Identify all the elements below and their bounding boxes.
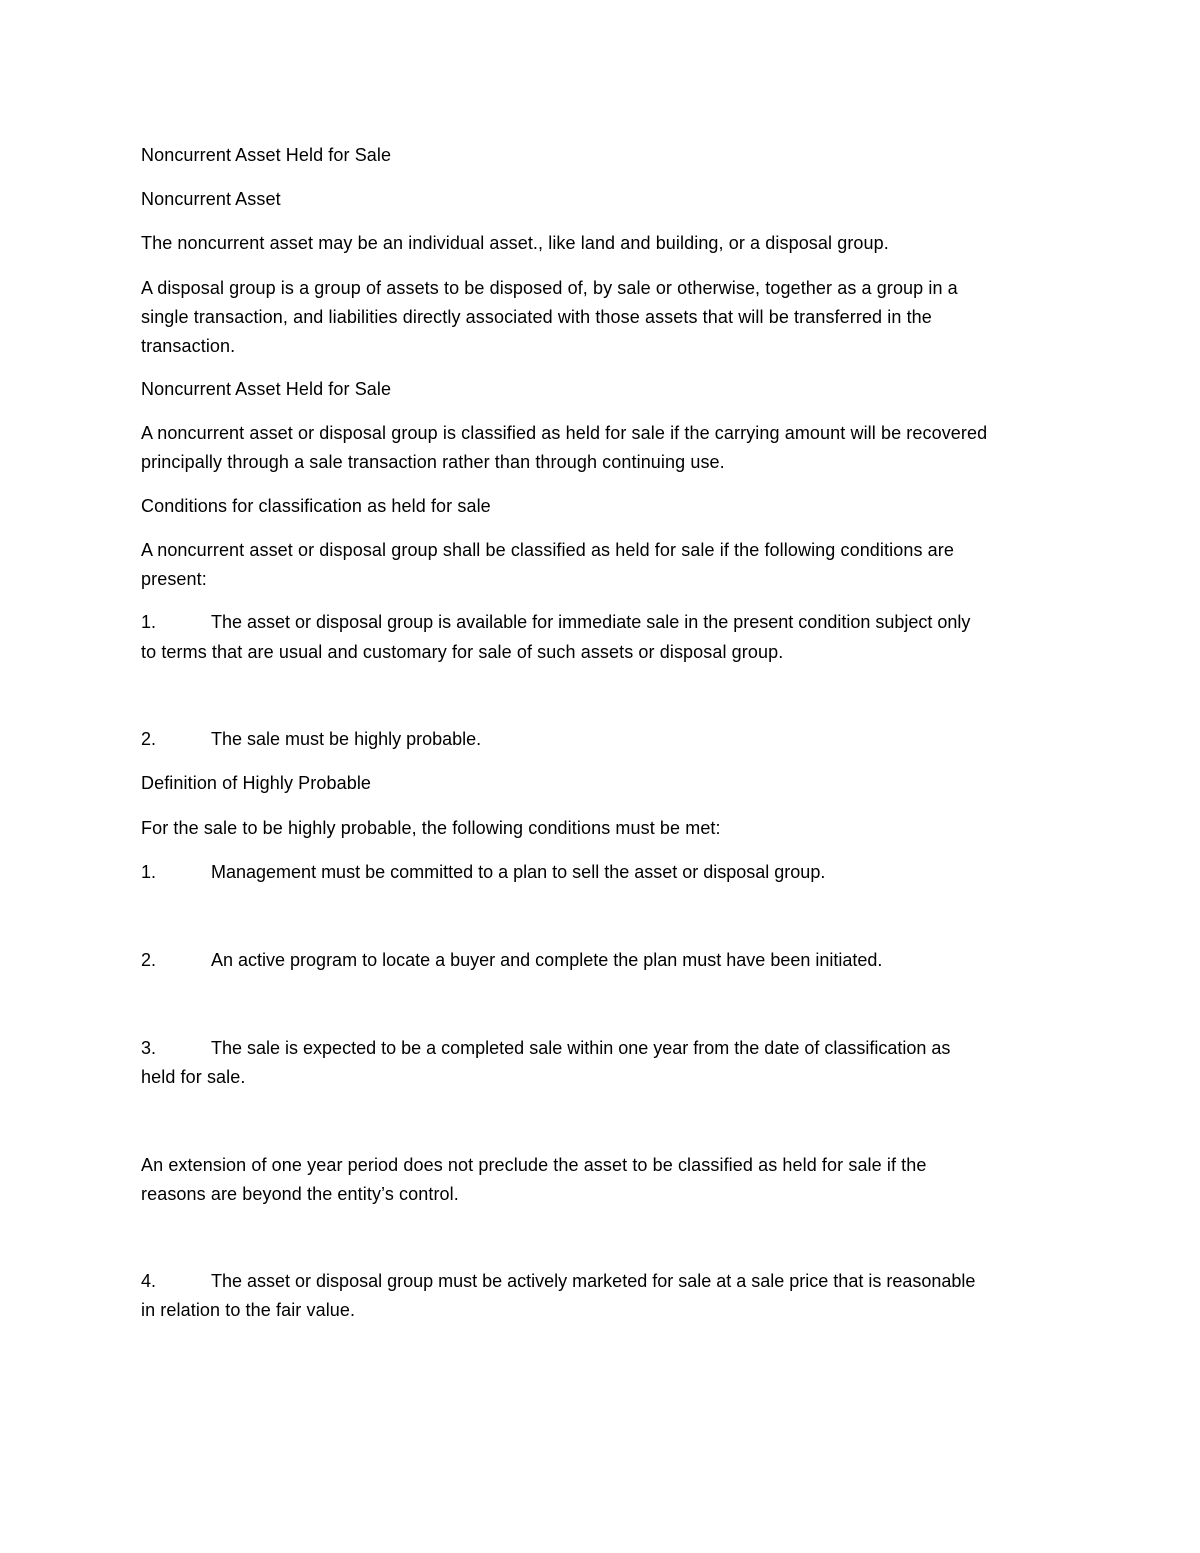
paragraph-individual-asset: The noncurrent asset may be an individual asset., like land and building, or a disposal group.: [141, 233, 889, 253]
list-text: The sale must be highly probable.: [211, 729, 482, 749]
list-text: Management must be committed to a plan to sell the asset or disposal group.: [211, 862, 826, 882]
condition-item-1-continuation: to terms that are usual and customary for sale of such assets or disposal group.: [141, 642, 784, 662]
item-4-continuation: in relation to the fair value.: [141, 1300, 356, 1320]
list-text: An active program to locate a buyer and complete the plan must have been initiated.: [211, 950, 883, 970]
probable-item-2: [141, 946, 882, 975]
paragraph-extension-line-1: An extension of one year period does not preclude the asset to be classified as held for sale if the: [141, 1155, 927, 1175]
probable-item-3: [141, 1034, 950, 1063]
condition-item-2: [141, 725, 481, 754]
paragraph-classified-line-2: principally through a sale transaction rather than through continuing use.: [141, 452, 725, 472]
paragraph-conditions-line-1: A noncurrent asset or disposal group shall be classified as held for sale if the following conditions are: [141, 540, 954, 560]
paragraph-highly-probable: For the sale to be highly probable, the following conditions must be met:: [141, 818, 721, 838]
list-number: 4.: [141, 1271, 157, 1291]
paragraph-conditions-line-2: present:: [141, 569, 207, 589]
paragraph-extension-line-2: reasons are beyond the entity’s control.: [141, 1184, 459, 1204]
paragraph-disposal-group-line-1: A disposal group is a group of assets to be disposed of, by sale or otherwise, together as a group in a: [141, 278, 958, 298]
list-text: The asset or disposal group must be actively marketed for sale at a sale price that is reasonable: [211, 1271, 976, 1291]
item-4: [141, 1267, 975, 1296]
heading-noncurrent-asset: Noncurrent Asset: [141, 189, 281, 209]
list-number: 1.: [141, 612, 157, 632]
list-text: The asset or disposal group is available for immediate sale in the present condition subject only: [211, 612, 971, 632]
paragraph-classified-line-1: A noncurrent asset or disposal group is classified as held for sale if the carrying amount will be recovered: [141, 423, 988, 443]
paragraph-disposal-group-line-2: single transaction, and liabilities directly associated with those assets that will be transferred in the: [141, 307, 932, 327]
heading-highly-probable: Definition of Highly Probable: [141, 773, 372, 793]
condition-item-1: [141, 608, 970, 637]
heading-conditions: Conditions for classification as held for sale: [141, 496, 491, 516]
probable-item-3-continuation: held for sale.: [141, 1067, 246, 1087]
heading-held-for-sale: Noncurrent Asset Held for Sale: [141, 379, 392, 399]
list-number: 3.: [141, 1038, 157, 1058]
document-title: Noncurrent Asset Held for Sale: [141, 145, 392, 165]
probable-item-1: [141, 858, 825, 887]
list-number: 2.: [141, 729, 157, 749]
list-number: 2.: [141, 950, 157, 970]
list-number: 1.: [141, 862, 157, 882]
paragraph-disposal-group-line-3: transaction.: [141, 336, 236, 356]
list-text: The sale is expected to be a completed sale within one year from the date of classification as: [211, 1038, 951, 1058]
